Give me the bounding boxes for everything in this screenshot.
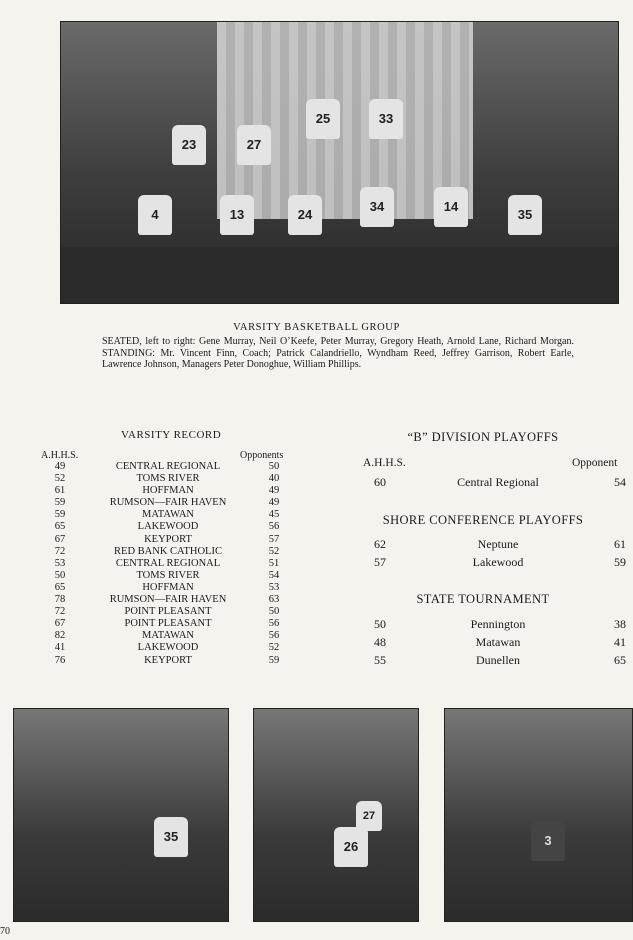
- opponent-score: 50: [268, 606, 280, 618]
- opponent-score: 54: [614, 475, 626, 489]
- opponent-name: Neptune: [477, 537, 519, 551]
- opponent-name: POINT PLEASANT: [124, 606, 212, 618]
- opponent-score: 38: [614, 617, 626, 631]
- ahhs-score: 59: [54, 497, 66, 509]
- opponent-score: 41: [614, 635, 626, 649]
- ahhs-score: 72: [54, 545, 66, 557]
- opponent-score: 65: [614, 653, 626, 667]
- opponent-name: Matawan: [475, 635, 521, 649]
- opponent-name: KEYPORT: [144, 654, 192, 666]
- ahhs-score: 61: [54, 485, 66, 497]
- action-photo-right: [444, 708, 633, 922]
- jersey-number: 33: [369, 99, 403, 139]
- record-row: [34, 509, 298, 521]
- gym-floor: [61, 247, 618, 303]
- playoff-row: [362, 474, 632, 491]
- varsity-record-title: VARSITY RECORD: [121, 429, 222, 441]
- jersey-number: 27: [356, 801, 382, 831]
- record-row: [34, 461, 298, 473]
- caption-title: VARSITY BASKETBALL GROUP: [233, 322, 400, 333]
- record-row: [34, 558, 298, 570]
- opponent-score: 56: [268, 618, 280, 630]
- opponent-score: 49: [268, 497, 280, 509]
- jersey-number: 14: [434, 187, 468, 227]
- record-row: [34, 642, 298, 654]
- opponent-name: Lakewood: [472, 555, 524, 569]
- opponent-name: HOFFMAN: [142, 581, 194, 593]
- jersey-number: 34: [360, 187, 394, 227]
- ahhs-score: 62: [374, 537, 386, 551]
- ahhs-score: 82: [54, 630, 66, 642]
- ahhs-score: 50: [54, 569, 66, 581]
- record-row: [34, 485, 298, 497]
- opponent-score: 52: [268, 642, 280, 654]
- jersey-number: 23: [172, 125, 206, 165]
- opponent-score: 56: [268, 521, 280, 533]
- playoff-row: [362, 536, 632, 553]
- ahhs-score: 53: [54, 557, 66, 569]
- record-row: [34, 521, 298, 533]
- opponent-name: Pennington: [470, 617, 526, 631]
- caption-text: SEATED, left to right: Gene Murray, Neil O’Keefe, Peter Murray, Gregory Heath, Arnold Lane, Richard Morgan. STANDING: Mr. Vincent Finn, Coach; Patrick Calandriello, Wyndham Reed, Jeffrey Garrison, Robert Earle, Lawrence Johnson, Managers Peter Donoghue, William Phillips.: [102, 336, 574, 370]
- b-division-ahhs-header: A.H.H.S.: [363, 457, 406, 469]
- ahhs-score: 52: [54, 473, 66, 485]
- ahhs-score: 60: [374, 475, 386, 489]
- ahhs-score: 65: [54, 521, 66, 533]
- record-row: [34, 630, 298, 642]
- ahhs-score: 72: [54, 606, 66, 618]
- opponent-name: MATAWAN: [142, 509, 194, 521]
- record-row: [34, 546, 298, 558]
- state-tournament-title: STATE TOURNAMENT: [416, 592, 550, 606]
- record-row: [34, 497, 298, 509]
- opponent-score: 57: [268, 533, 280, 545]
- jersey-number: 26: [334, 827, 368, 867]
- opponents-header: Opponents: [240, 450, 284, 461]
- opponent-name: MATAWAN: [142, 630, 194, 642]
- shore-conference-title: SHORE CONFERENCE PLAYOFFS: [382, 513, 584, 527]
- record-row: [34, 582, 298, 594]
- team-photo: [60, 21, 619, 304]
- opponent-score: 61: [614, 537, 626, 551]
- opponent-name: LAKEWOOD: [137, 521, 199, 533]
- opponent-score: 59: [268, 654, 280, 666]
- opponent-name: HOFFMAN: [142, 485, 194, 497]
- playoff-row: [362, 616, 632, 633]
- opponent-name: RED BANK CATHOLIC: [114, 545, 222, 557]
- playoff-row: [362, 554, 632, 571]
- page-number: 70: [0, 926, 10, 937]
- ahhs-score: 67: [54, 533, 66, 545]
- opponent-name: Central Regional: [457, 475, 539, 489]
- record-row: [34, 606, 298, 618]
- opponent-score: 52: [268, 545, 280, 557]
- record-row: [34, 534, 298, 546]
- opponent-score: 40: [268, 473, 280, 485]
- opponent-name: LAKEWOOD: [137, 642, 199, 654]
- jersey-number: 25: [306, 99, 340, 139]
- opponent-name: RUMSON—FAIR HAVEN: [109, 497, 227, 509]
- record-row: [34, 618, 298, 630]
- opponent-score: 54: [268, 569, 280, 581]
- opponent-score: 53: [268, 581, 280, 593]
- jersey-number: 3: [531, 821, 565, 861]
- jersey-number: 24: [288, 195, 322, 235]
- jersey-number: 4: [138, 195, 172, 235]
- varsity-record-table: [34, 461, 298, 667]
- ahhs-score: 78: [54, 594, 66, 606]
- record-row: [34, 655, 298, 667]
- opponent-score: 49: [268, 485, 280, 497]
- ahhs-header: A.H.H.S.: [41, 450, 79, 461]
- ahhs-score: 59: [54, 509, 66, 521]
- opponent-name: CENTRAL REGIONAL: [115, 461, 221, 472]
- opponent-score: 50: [268, 461, 280, 472]
- record-row: [34, 570, 298, 582]
- playoff-row: [362, 652, 632, 669]
- playoff-row: [362, 634, 632, 651]
- jersey-number: 35: [154, 817, 188, 857]
- b-division-opponent-header: Opponent: [572, 457, 618, 469]
- b-division-title: “B” DIVISION PLAYOFFS: [407, 430, 559, 444]
- opponent-name: POINT PLEASANT: [124, 618, 212, 630]
- opponent-score: 63: [268, 594, 280, 606]
- opponent-score: 45: [268, 509, 280, 521]
- action-photo-middle: [253, 708, 419, 922]
- record-row: [34, 594, 298, 606]
- opponent-score: 51: [268, 557, 280, 569]
- ahhs-score: 48: [374, 635, 386, 649]
- opponent-score: 56: [268, 630, 280, 642]
- opponent-name: TOMS RIVER: [136, 569, 200, 581]
- jersey-number: 35: [508, 195, 542, 235]
- opponent-name: CENTRAL REGIONAL: [115, 557, 221, 569]
- ahhs-score: 55: [374, 653, 386, 667]
- record-row: [34, 473, 298, 485]
- ahhs-score: 67: [54, 618, 66, 630]
- ahhs-score: 49: [54, 461, 66, 472]
- opponent-name: RUMSON—FAIR HAVEN: [109, 594, 227, 606]
- jersey-number: 27: [237, 125, 271, 165]
- opponent-name: TOMS RIVER: [136, 473, 200, 485]
- ahhs-score: 65: [54, 581, 66, 593]
- jersey-number: 13: [220, 195, 254, 235]
- action-photo-left: [13, 708, 229, 922]
- ahhs-score: 57: [374, 555, 386, 569]
- ahhs-score: 41: [54, 642, 66, 654]
- opponent-name: KEYPORT: [144, 533, 192, 545]
- opponent-score: 59: [614, 555, 626, 569]
- ahhs-score: 50: [374, 617, 386, 631]
- ahhs-score: 76: [54, 654, 66, 666]
- opponent-name: Dunellen: [476, 653, 520, 667]
